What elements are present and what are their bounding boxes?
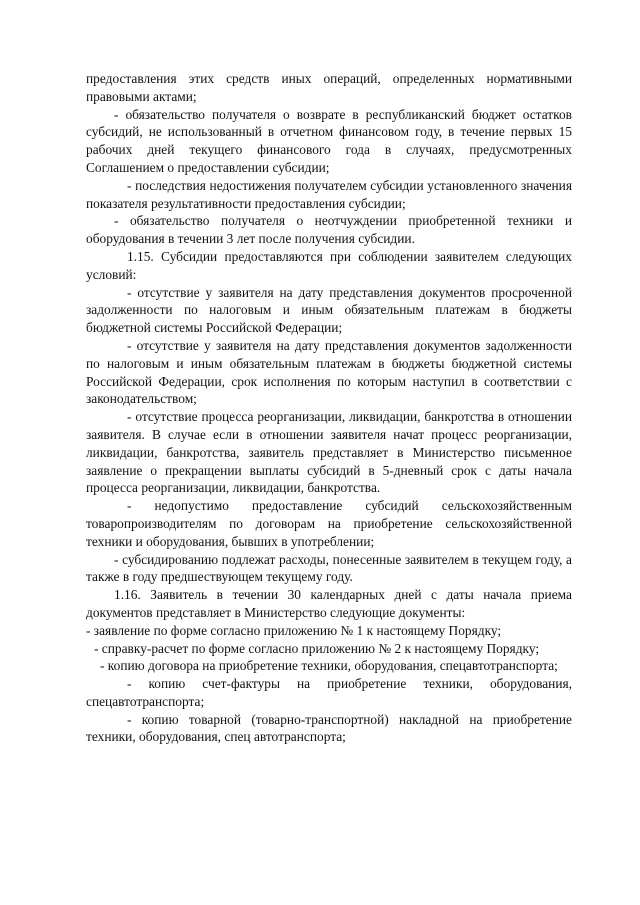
paragraph-invoice-copy: - копию счет-фактуры на приобретение техники, оборудования, спецавтотранспорта; — [86, 676, 572, 709]
paragraph-no-reorganization: - отсутствие процесса реорганизации, ликвидации, банкротства в отношении заявителя. В случае если в отношении заявителя начат процесс реорганизации, ликвидации, банкротства, заявитель представляет в Министерство письменное заявление о прекращении выплаты субсидий в 5-дневный срок с даты начала процесса реорганизации, ликвидации, банкротства. — [86, 409, 572, 496]
paragraph-refund-obligation: - обязательство получателя о возврате в республиканский бюджет остатков субсидий, не использованный в отчетном финансовом году, в течение первых 15 рабочих дней текущего финансового года в случаях, предусмотренных Соглашением о предоставлении субсидии; — [86, 106, 572, 175]
paragraph-calculation-certificate: - справку-расчет по форме согласно приложению № 2 к настоящему Порядку; — [94, 640, 540, 656]
paragraph-consequences: - последствия недостижения получателем субсидии установленного значения показателя результативности предоставления субсидии; — [86, 177, 572, 211]
paragraph-no-overdue-debt: - отсутствие у заявителя на дату представления документов просроченной задолженности по налоговым и иным обязательным платежам в бюджеты бюджетной системы Российской Федерации; — [86, 284, 572, 336]
paragraph-continuation: предоставления этих средств иных операций, определенных нормативными правовыми актами; — [86, 71, 572, 104]
document-body — [86, 70, 572, 746]
paragraph-section-1-15: 1.15. Субсидии предоставляются при соблюдении заявителем следующих условий: — [86, 248, 572, 282]
paragraph-section-1-16: 1.16. Заявитель в течении 30 календарных дней с даты начала приема документов представляет в Министерство следующие документы: — [86, 587, 572, 620]
paragraph-application-form: - заявление по форме согласно приложению № 1 к настоящему Порядку; — [86, 622, 502, 638]
paragraph-no-tax-debt: - отсутствие у заявителя на дату представления документов задолженности по налоговым и иным обязательным платежам в бюджеты бюджетной системы Российской Федерации, срок исполнения по которым наступил в соответствии с законодательством; — [86, 337, 572, 407]
paragraph-non-alienation: - обязательство получателя о неотчуждении приобретенной техники и оборудования в течении 3 лет после получения субсидии. — [86, 213, 572, 247]
paragraph-eligible-expenses: - субсидированию подлежат расходы, понесенные заявителем в текущем году, а также в году предшествующем текущему году. — [86, 551, 572, 585]
paragraph-waybill-copy: - копию товарной (товарно-транспортной) накладной на приобретение техники, оборудования, спец автотранспорта; — [86, 711, 572, 745]
paragraph-used-equipment: - недопустимо предоставление субсидий сельскохозяйственным товаропроизводителям по договорам на приобретение сельскохозяйственной техники и оборудования, бывших в употреблении; — [86, 498, 572, 549]
paragraph-contract-copy: - копию договора на приобретение техники, оборудования, спецавтотранспорта; — [100, 658, 558, 674]
